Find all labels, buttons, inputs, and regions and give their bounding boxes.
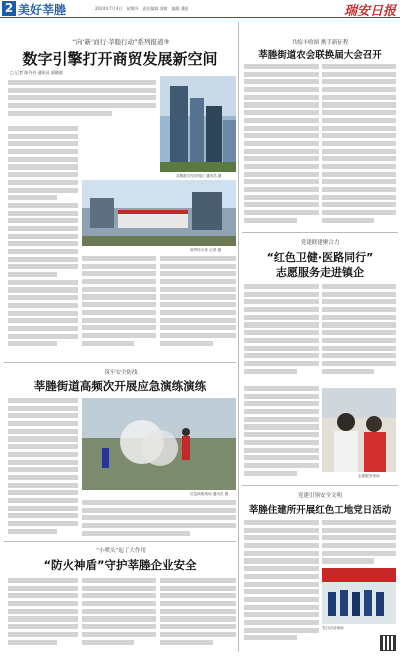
photo-caption: 志愿服务现场	[358, 474, 380, 478]
right-bottom-body-col1	[244, 520, 319, 650]
drill-body-col2	[82, 500, 236, 538]
lead-photo-mall	[82, 180, 236, 246]
right-bottom-body-col2	[322, 520, 396, 564]
lead-byline: □ 记者 陈丹丹 通讯员 邵晓波	[10, 70, 63, 75]
right-bottom-headline: 莘塍住建所开展红色工地党日活动	[248, 505, 392, 516]
section-divider	[242, 485, 398, 486]
issue-info: 2024年7月4日 星期四 责任编辑 邵敏 编辑 潘虹	[95, 6, 189, 11]
photo-caption: 莘塍数字经济园区 通讯员 摄	[176, 174, 222, 178]
fire-body-col1	[8, 578, 78, 652]
lead-body-col1	[8, 126, 78, 352]
section-title: 美好莘塍	[18, 3, 67, 17]
right-mid-headline-1: “红色卫健·医路同行”	[266, 251, 374, 264]
photo-caption: 应急演练现场 通讯员 摄	[190, 492, 229, 496]
lead-headline: 数字引擎打开商贸发展新空间	[22, 50, 218, 68]
section-divider	[4, 541, 236, 542]
drill-headline: 莘塍街道高频次开展应急演练演练	[33, 379, 207, 393]
section-divider	[4, 362, 236, 363]
right-mid-body-col2	[322, 284, 396, 382]
right-top-body-col2	[322, 64, 396, 228]
lead-photo-buildings	[160, 76, 236, 172]
column-divider	[238, 22, 239, 652]
right-top-kicker: 共绘丰收图 携手新征程	[291, 40, 349, 46]
fire-kicker: “小喷头”起了大作用	[96, 548, 146, 554]
photo-caption: 党日活动现场	[322, 626, 344, 630]
lead-body-col3	[160, 256, 236, 356]
lead-kicker: “向‘新’而行·莘塍行动”系列报道③	[72, 38, 170, 46]
newspaper-logo: 瑞安日报	[343, 4, 396, 19]
lead-body-col2	[82, 256, 156, 356]
right-bottom-kicker: 党建引领安全文明	[297, 493, 342, 499]
drill-body-col1	[8, 398, 78, 538]
drill-kicker: 筑牢安全防线	[104, 370, 138, 376]
fire-body-col3	[160, 578, 236, 652]
right-mid-body-col3	[244, 386, 319, 482]
right-mid-headline-2: 志愿服务走进镇企	[276, 266, 364, 279]
page-number: 2	[2, 1, 16, 16]
photo-caption: 商贸综合体 记者 摄	[190, 248, 222, 252]
right-mid-body-col1	[244, 284, 319, 382]
qr-code	[380, 635, 396, 651]
right-top-headline: 莘塍街道农会联换届大会召开	[258, 50, 382, 61]
right-mid-photo	[322, 388, 396, 472]
section-divider	[242, 232, 398, 233]
fire-body-col2	[82, 578, 156, 652]
right-top-body-col1	[244, 64, 319, 228]
masthead	[0, 0, 400, 18]
drill-photo	[82, 398, 236, 490]
fire-headline: “防火神盾”守护莘塍企业安全	[43, 558, 197, 572]
right-mid-kicker: 党建联建聚合力	[300, 240, 340, 246]
right-bottom-photo	[322, 568, 396, 624]
lead-intro	[8, 80, 156, 120]
